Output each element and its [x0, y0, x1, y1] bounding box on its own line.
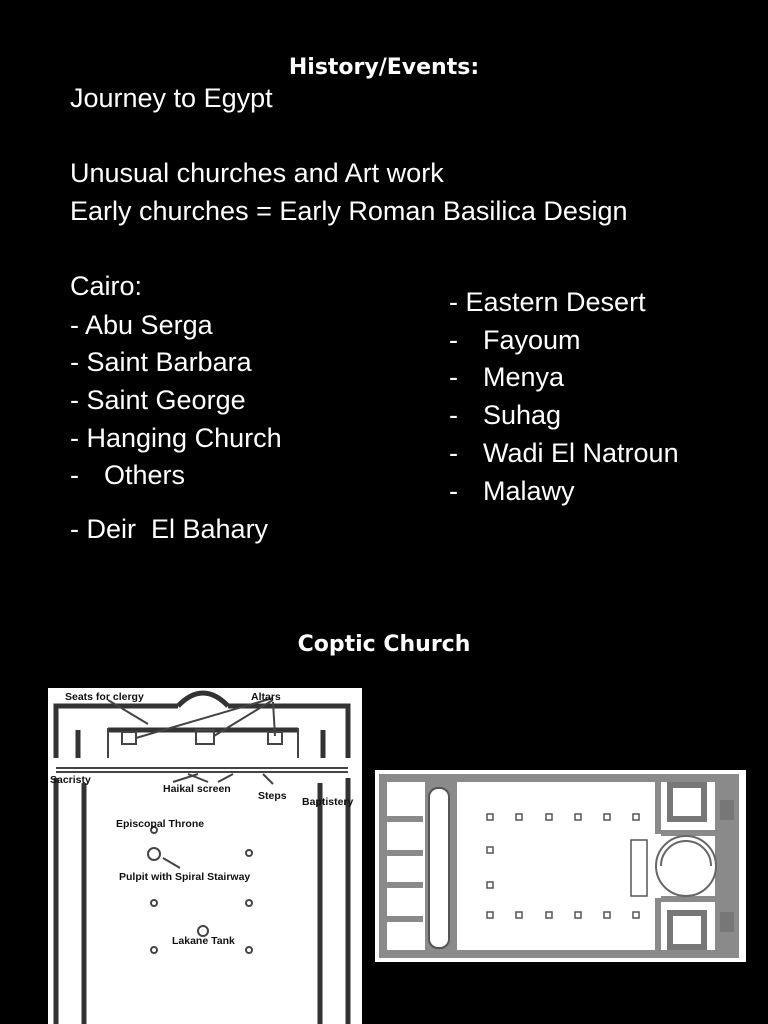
cairo-item-label: Hanging Church — [86, 423, 282, 453]
cairo-item-label: Abu Serga — [85, 310, 213, 340]
region-item: - Wadi El Natroun — [449, 438, 679, 468]
region-item: - Suhag — [449, 400, 562, 430]
slide-title: History/Events: — [288, 55, 480, 80]
deir-line: - Deir El Bahary — [70, 514, 269, 544]
pulpit-label: Pulpit with Spiral Stairway — [119, 871, 251, 883]
region-item-label: Wadi El Natroun — [483, 438, 679, 468]
basilica-line: Early churches = Early Roman Basilica Design — [70, 196, 628, 226]
sacristy-label: Sacristy — [50, 774, 91, 786]
cairo-item: - Abu Serga — [70, 310, 213, 340]
region-item-label: Malawy — [483, 476, 575, 506]
altars-label: Altars — [251, 691, 281, 703]
haikal-label: Haikal screen — [163, 783, 231, 795]
cairo-item: - Saint Barbara — [70, 347, 252, 377]
region-head: - Eastern Desert — [449, 287, 646, 317]
cairo-label: Cairo: — [70, 271, 143, 301]
cairo-item-label: Others — [104, 460, 186, 490]
region-item: - Fayoum — [449, 325, 581, 355]
region-item-label: Fayoum — [483, 325, 581, 355]
cairo-item: - Hanging Church — [70, 423, 282, 453]
labeled-floor-plan — [48, 688, 362, 1024]
region-item-label: Suhag — [483, 400, 562, 430]
cairo-item: - Others — [70, 460, 186, 490]
steps-label: Steps — [258, 790, 287, 802]
throne-label: Episcopal Throne — [116, 818, 205, 830]
baptistery-label: Baptistery — [302, 796, 354, 808]
region-item-label: Menya — [483, 362, 565, 392]
region-item: - Menya — [449, 362, 565, 392]
art-line: Unusual churches and Art work — [70, 158, 444, 188]
intro-line: Journey to Egypt — [70, 83, 273, 113]
region-item: - Malawy — [449, 476, 575, 506]
cairo-item-label: Saint Barbara — [86, 347, 252, 377]
cairo-item: - Saint George — [70, 385, 246, 415]
section-title: Coptic Church — [297, 632, 471, 657]
basilica-floor-plan — [375, 770, 746, 962]
lakane-label: Lakane Tank — [172, 935, 235, 947]
seats-label: Seats for clergy — [65, 691, 144, 703]
cairo-item-label: Saint George — [86, 385, 246, 415]
